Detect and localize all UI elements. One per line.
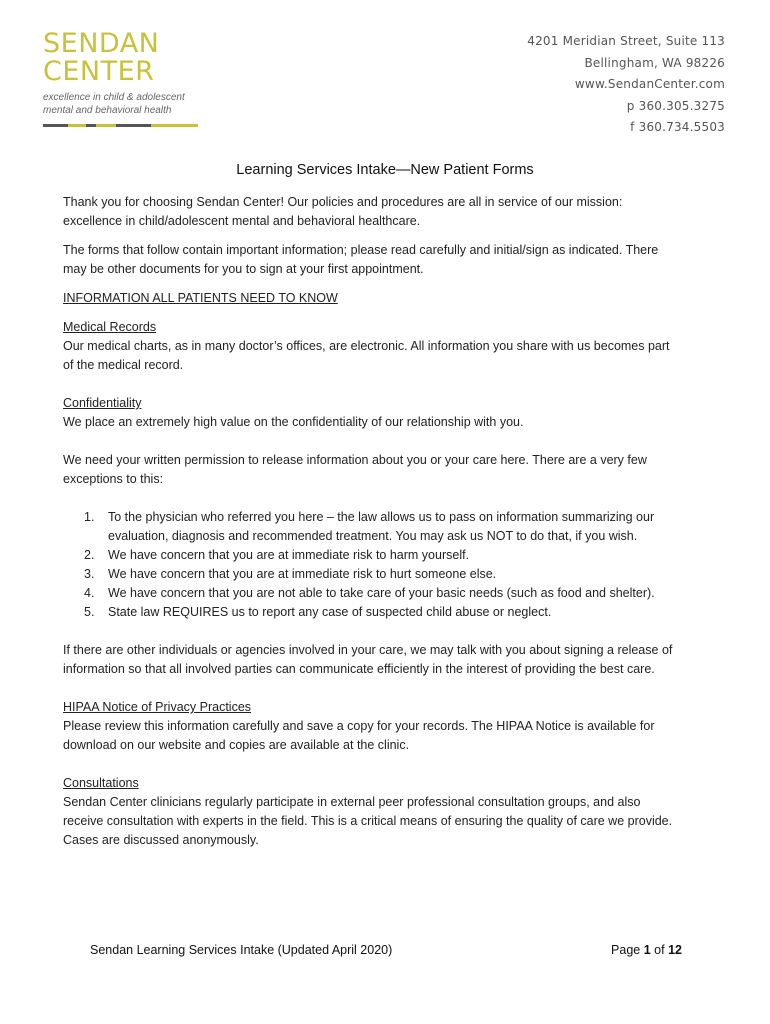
footer-page-number — [611, 943, 682, 957]
logo-bar-segment — [68, 124, 86, 127]
logo-bar-segment — [86, 124, 96, 127]
list-item — [63, 508, 683, 546]
contact-address-2: Bellingham, WA 98226 — [584, 55, 725, 70]
consultations-heading: Consultations — [63, 776, 139, 790]
footer-page-label: Page — [611, 943, 641, 957]
contact-phone: p 360.305.3275 — [626, 98, 725, 113]
list-item-number: 4. — [84, 586, 95, 600]
logo-line-2: CENTER — [43, 56, 155, 87]
logo-line-1: SENDAN — [43, 28, 160, 59]
medical-records-heading: Medical Records — [63, 320, 157, 334]
consultations-text: Sendan Center clinicians regularly participate in external peer professional consultation groups, and also receive consultation with experts in the field. This is a critical means of ensuring the quality of care we provide. Cases are discussed anonymously. — [63, 795, 673, 847]
list-item-number: 1. — [84, 510, 95, 524]
list-item-number: 5. — [84, 605, 95, 619]
sendan-center-logo — [43, 30, 203, 127]
contact-fax: f 360.734.5503 — [630, 120, 725, 134]
logo-bar-segment — [116, 124, 151, 127]
hipaa-text: Please review this information carefully and save a copy for your records. The HIPAA Notice is available for download on our website and copies are available at the clinic. — [63, 719, 655, 752]
confidentiality-text-1: We place an extremely high value on the confidentiality of our relationship with you. — [63, 415, 524, 429]
intro-paragraph-1: Thank you for choosing Sendan Center! Our policies and procedures are all in service of our mission: excellence in child/adolescent mental and behavioral healthcare. — [63, 195, 623, 228]
list-item — [63, 565, 683, 584]
list-item — [63, 584, 683, 603]
page-title: Learning Services Intake—New Patient Forms — [236, 162, 534, 178]
footer-page-current: 1 — [643, 943, 651, 957]
list-item-text: State law REQUIRES us to report any case of suspected child abuse or neglect. — [108, 605, 552, 619]
contact-block — [527, 31, 725, 139]
list-item-text: We have concern that you are at immediate risk to hurt someone else. — [108, 567, 497, 581]
footer-page-total: 12 — [668, 943, 682, 957]
footer-document-title: Sendan Learning Services Intake (Updated April 2020) — [90, 943, 393, 957]
list-item — [63, 603, 683, 622]
list-item — [63, 546, 683, 565]
confidentiality-text-3: If there are other individuals or agencies involved in your care, we may talk with you about signing a release of information so that all involved parties can communicate efficiently in the interest of providing the best care. — [63, 643, 673, 676]
logo-tagline — [43, 91, 208, 117]
contact-address-1: 4201 Meridian Street, Suite 113 — [527, 34, 725, 48]
section-heading: INFORMATION ALL PATIENTS NEED TO KNOW — [63, 291, 338, 305]
logo-tagline-2: mental and behavioral health — [43, 105, 172, 116]
list-item-text: We have concern that you are at immediate risk to harm yourself. — [108, 548, 470, 562]
logo-bar-segment — [43, 124, 68, 127]
confidentiality-heading: Confidentiality — [63, 396, 142, 410]
logo-bar-segment — [96, 124, 116, 127]
exceptions-list — [63, 508, 683, 622]
medical-records-text: Our medical charts, as in many doctor’s offices, are electronic. All information you share with us becomes part of the medical record. — [63, 339, 670, 372]
intro-paragraph-2: The forms that follow contain important information; please read carefully and initial/sign as indicated. There may be other documents for you to sign at your first appointment. — [63, 243, 659, 276]
logo-bar-segment — [151, 124, 198, 127]
page-footer — [90, 943, 682, 957]
footer-of-label: of — [654, 943, 665, 957]
list-item-number: 3. — [84, 567, 95, 581]
logo-tagline-1: excellence in child & adolescent — [43, 92, 185, 103]
list-item-number: 2. — [84, 548, 95, 562]
document-body — [63, 193, 683, 850]
confidentiality-text-2: We need your written permission to release information about you or your care here. There are a very few exceptions to this: — [63, 453, 647, 486]
list-item-text: To the physician who referred you here – the law allows us to pass on information summarizing our evaluation, diagnosis and recommended treatment. You may ask us NOT to do that, if you wish. — [108, 510, 655, 543]
logo-color-bar — [43, 124, 198, 127]
hipaa-heading: HIPAA Notice of Privacy Practices — [63, 700, 252, 714]
list-item-text: We have concern that you are not able to take care of your basic needs (such as food and shelter). — [108, 586, 655, 600]
contact-website: www.SendanCenter.com — [574, 77, 725, 91]
